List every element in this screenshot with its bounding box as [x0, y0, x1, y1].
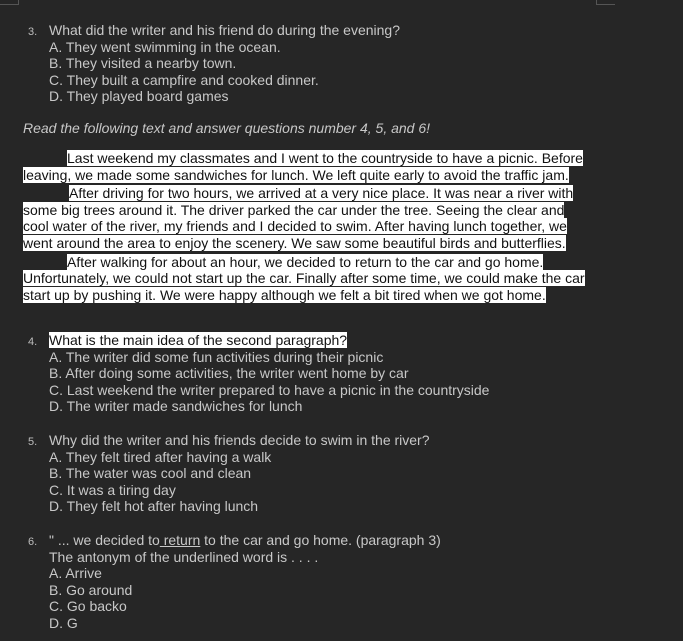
question-number: 3. — [28, 26, 38, 38]
question-text: What did the writer and his friend do during the evening? — [49, 22, 400, 38]
option-b: B. After doing some activities, the writer went home by car — [49, 365, 409, 382]
option-d: D. The writer made sandwiches for lunch — [49, 398, 303, 415]
option-d: D. They felt hot after having lunch — [49, 498, 259, 515]
question-prefix: " ... we decided to — [49, 532, 160, 548]
paragraph-1: Last weekend my classmates and I went to the countryside to have a picnic. Before leaving, we made some sandwiches for lunch. We left quite early to avoid the traffic jam. — [23, 150, 583, 183]
underlined-word: return — [159, 532, 201, 548]
option-d: D. G — [49, 614, 78, 631]
question-text: What is the main idea of the second paragraph? — [49, 332, 348, 348]
option-b: B. Go around — [49, 581, 133, 598]
option-c: C. It was a tiring day — [49, 481, 176, 498]
paragraph-2: After driving for two hours, we arrived at a very nice place. It was near a river with some big trees around it. The driver parked the car under the tree. Seeing the clear and cool water of the river, my friends and I decided to swim. After having lunch together, we went around the area to enjoy the scenery. We saw some beautiful birds and butterflies. — [23, 185, 574, 251]
page-corner-mark-left — [0, 0, 19, 5]
option-c: C. They built a campfire and cooked dinner. — [49, 71, 319, 88]
option-a: A. They went swimming in the ocean. — [49, 38, 281, 55]
option-d: D. They played board games — [49, 88, 229, 105]
question-number: 4. — [28, 336, 38, 348]
reading-passage — [23, 150, 589, 305]
question-number: 5. — [28, 436, 38, 448]
question-text: Why did the writer and his friends decide to swim in the river? — [49, 432, 430, 448]
question-number: 6. — [28, 536, 38, 548]
paragraph-3: After walking for about an hour, we decided to return to the car and go home. Unfortunately, we could not start up the car. Finally after some time, we could make the car start up by pushing it. We were happy although we felt a bit tired when we got home. — [23, 253, 585, 303]
instruction-text: Read the following text and answer questions number 4, 5, and 6! — [23, 120, 431, 136]
question-5 — [28, 432, 430, 515]
option-a: A. They felt tired after having a walk — [49, 448, 272, 465]
option-c: C. Go backo — [49, 598, 127, 615]
option-a: A. Arrive — [49, 565, 102, 582]
sub-question: The antonym of the underlined word is . . . . — [49, 548, 319, 565]
option-b: B. They visited a nearby town. — [49, 55, 237, 72]
option-b: B. The water was cool and clean — [49, 465, 252, 482]
option-c: C. Last weekend the writer prepared to have a picnic in the countryside — [49, 381, 490, 398]
page-corner-mark-right — [596, 0, 615, 5]
question-suffix: to the car and go home. (paragraph 3) — [200, 532, 441, 548]
question-4 — [28, 332, 489, 415]
question-text — [49, 532, 441, 549]
option-a: A. The writer did some fun activities during their picnic — [49, 348, 384, 365]
question-3 — [28, 22, 400, 105]
question-6 — [28, 532, 441, 632]
